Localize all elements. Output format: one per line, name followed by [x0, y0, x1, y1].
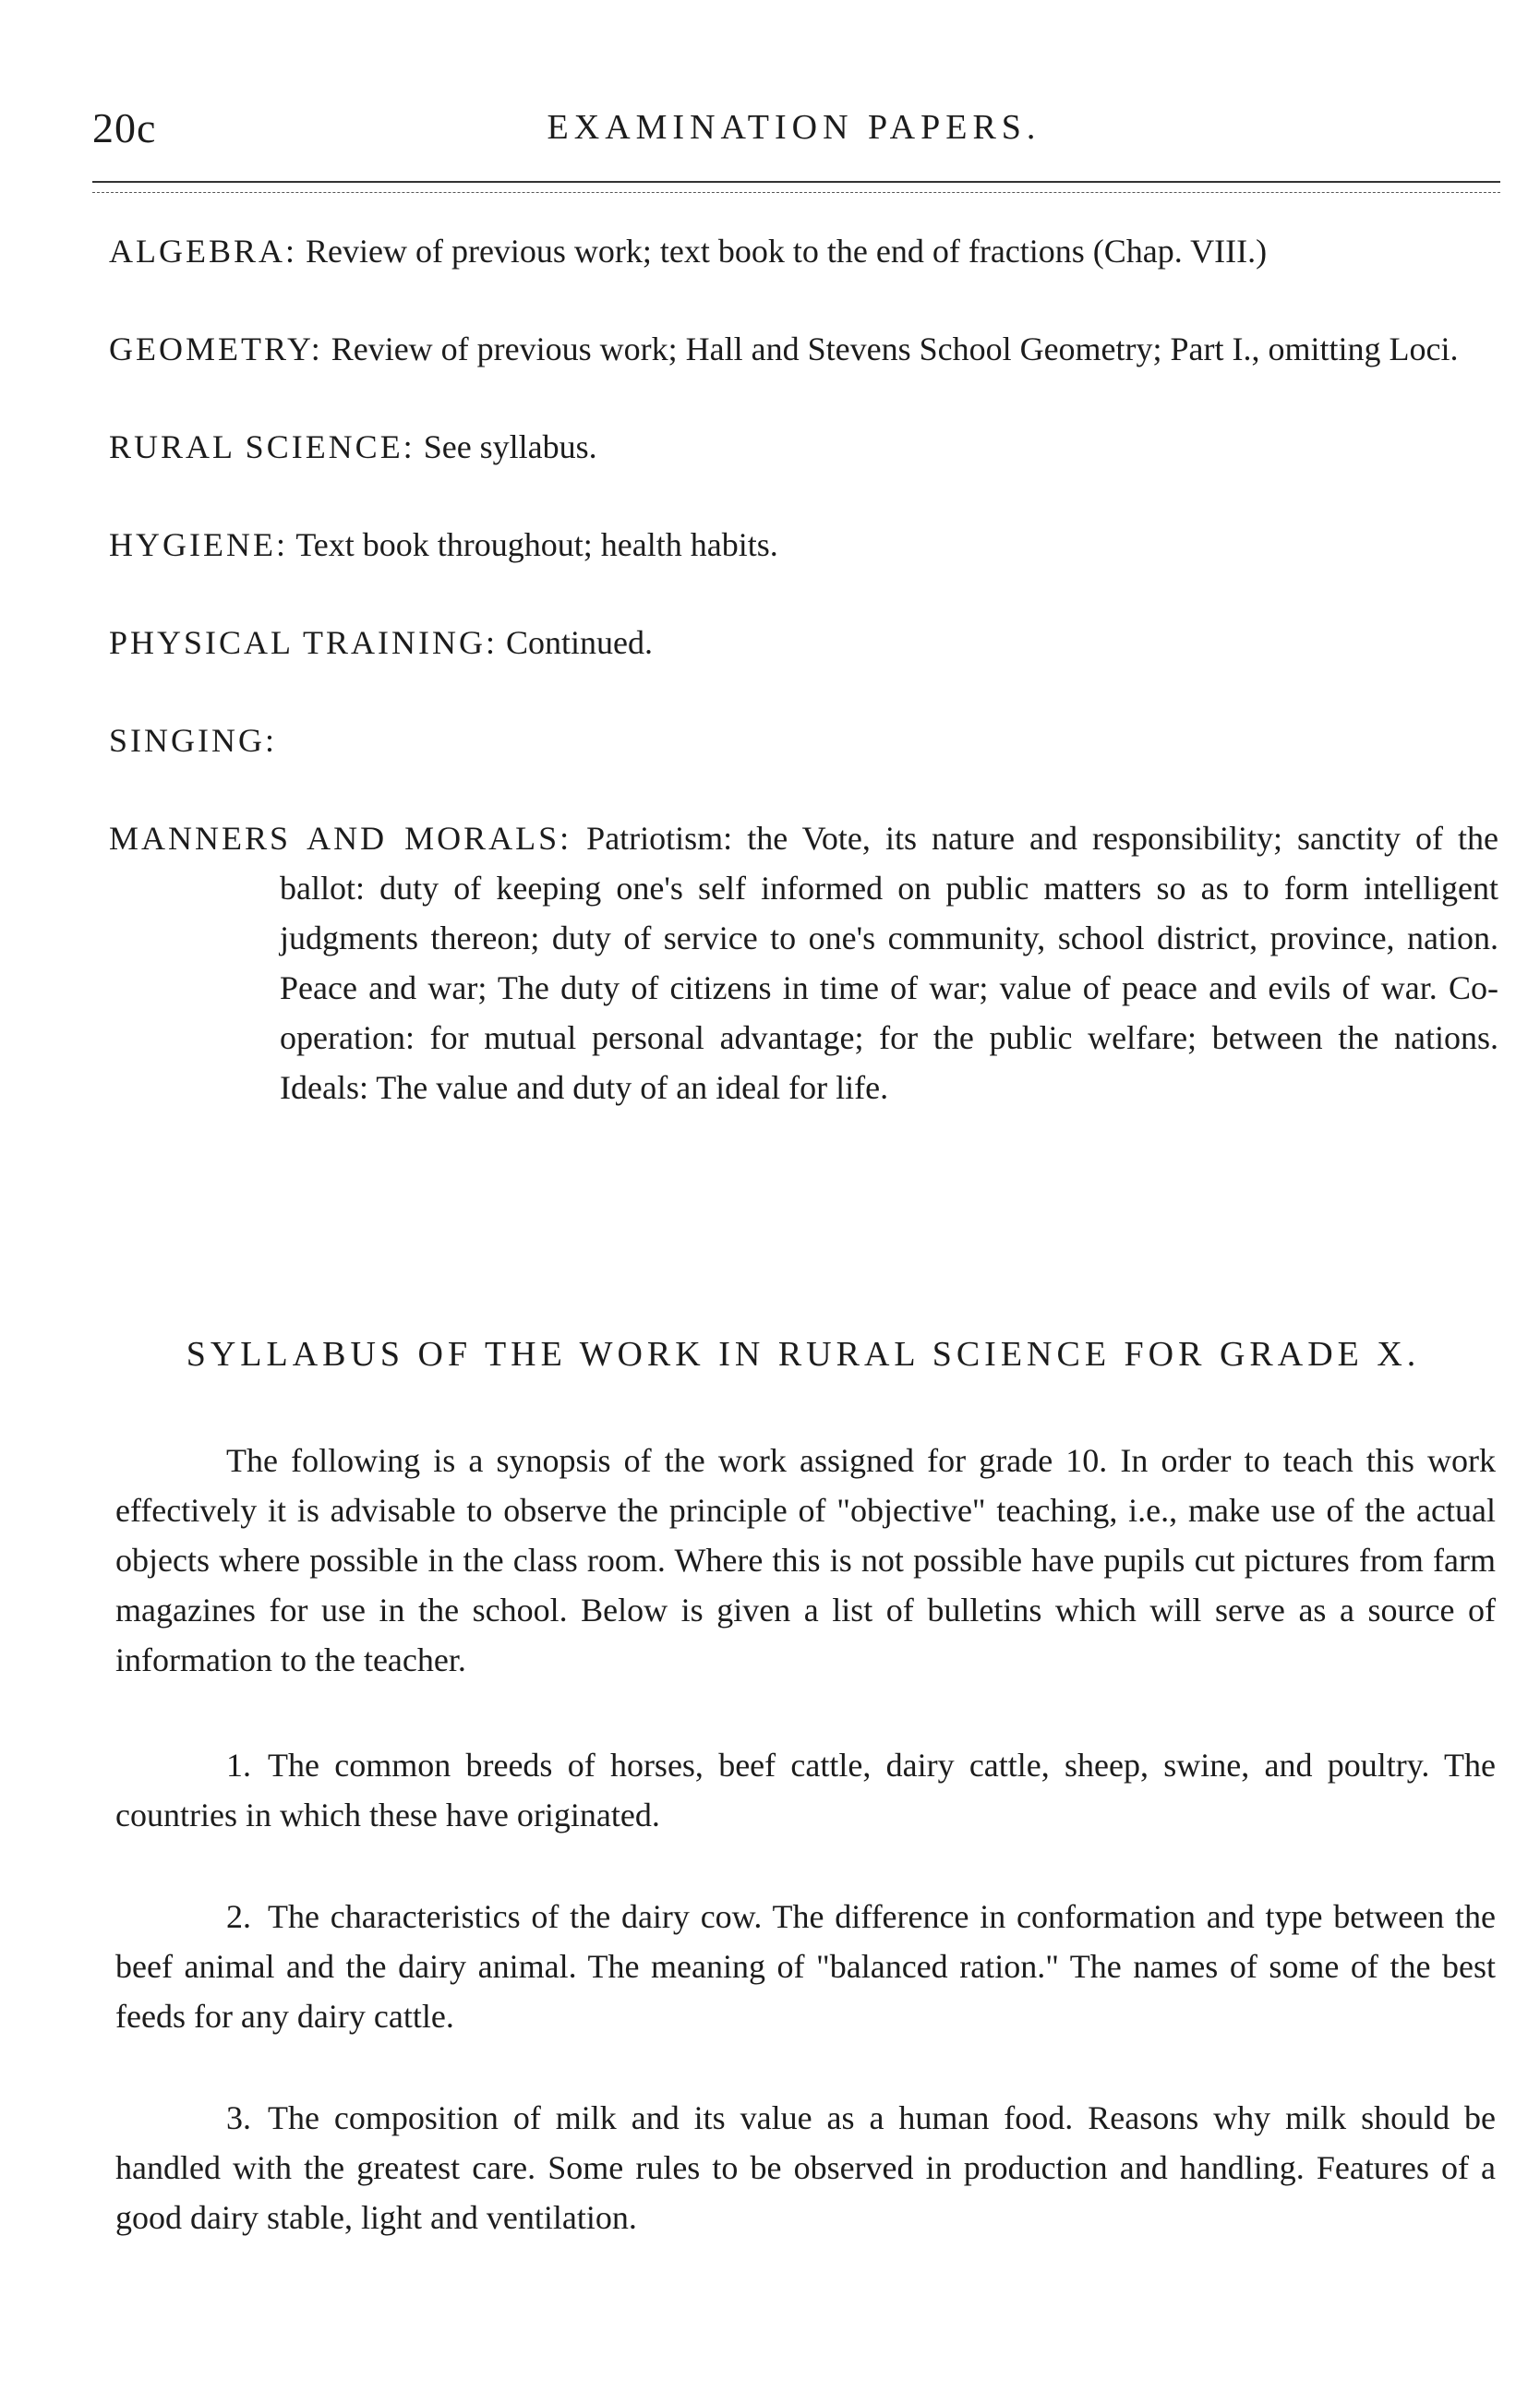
syllabus-body: [115, 1436, 1496, 2294]
syllabus-item-number: 2.: [226, 1898, 251, 1935]
subject-entry-hygiene: [109, 520, 1498, 570]
subject-entry-algebra: [109, 226, 1498, 276]
syllabus-item: [115, 2093, 1496, 2242]
subject-text: Text book throughout; health habits.: [295, 526, 778, 563]
header-rule-dashed: [92, 192, 1500, 193]
syllabus-item: [115, 1892, 1496, 2041]
subject-heading: PHYSICAL TRAINING:: [109, 624, 499, 661]
header-rule: [92, 181, 1500, 183]
subject-text: Review of previous work; text book to the end of fractions (Chap. VIII.): [306, 233, 1268, 270]
subject-heading: ALGEBRA:: [109, 233, 297, 270]
subject-text: Patriotism: the Vote, its nature and responsibility; sanctity of the ballot: duty of keeping one's self informed on public matters so as to form intelligent judgments thereon; duty of service to one's community, school district, province, nation. Peace and war; The duty of citizens in time of war; value of peace and evils of war. Co-operation: for mutual personal advantage; for the public welfare; between the nations. Ideals: The value and duty of an ideal for life.: [280, 820, 1498, 1106]
syllabus-item-text: The common breeds of horses, beef cattle, dairy cattle, sheep, swine, and poultry. The countries in which these have originated.: [115, 1747, 1496, 1833]
subject-heading: SINGING:: [109, 722, 277, 759]
subject-heading: HYGIENE:: [109, 526, 288, 563]
syllabus-item-text: The characteristics of the dairy cow. The difference in conformation and type between the beef animal and the dairy animal. The meaning of "balanced ration." The names of some of the best feeds for any dairy cattle.: [115, 1898, 1496, 2035]
page-number: 20c: [92, 104, 157, 151]
subject-entry-geometry: [109, 324, 1498, 374]
syllabus-intro: The following is a synopsis of the work assigned for grade 10. In order to teach this work effectively it is advisable to observe the principle of "objective" teaching, i.e., make use of the actual objects where possible in the class room. Where this is not possible have pupils cut pictures from farm magazines for use in the school. Below is given a list of bulletins which will serve as a source of information to the teacher.: [115, 1442, 1496, 1678]
subject-entries: [109, 226, 1498, 1112]
syllabus-item-number: 3.: [226, 2099, 251, 2136]
syllabus-item: [115, 1740, 1496, 1840]
subject-heading: GEOMETRY:: [109, 331, 323, 367]
subject-entry-singing: [109, 715, 1498, 765]
subject-entry-rural-science: [109, 422, 1498, 472]
subject-heading: RURAL SCIENCE:: [109, 428, 415, 465]
subject-entry-manners-and-morals: [109, 813, 1498, 1112]
subject-entry-physical-training: [109, 618, 1498, 667]
subject-text: See syllabus.: [423, 428, 597, 465]
syllabus-item-number: 1.: [226, 1747, 251, 1784]
subject-text: Continued.: [506, 624, 654, 661]
subject-text: Review of previous work; Hall and Stevens School Geometry; Part I., omitting Loci.: [331, 331, 1459, 367]
syllabus-item-text: The composition of milk and its value as a human food. Reasons why milk should be handled with the greatest care. Some rules to be observed in production and handling. Features of a good dairy stable, light and ventilation.: [115, 2099, 1496, 2236]
subject-heading: MANNERS AND MORALS:: [109, 820, 572, 857]
syllabus-title: SYLLABUS OF THE WORK IN RURAL SCIENCE FOR GRADE X.: [186, 1335, 1421, 1374]
page-header: [92, 103, 1496, 168]
running-head: EXAMINATION PAPERS.: [547, 108, 1041, 147]
